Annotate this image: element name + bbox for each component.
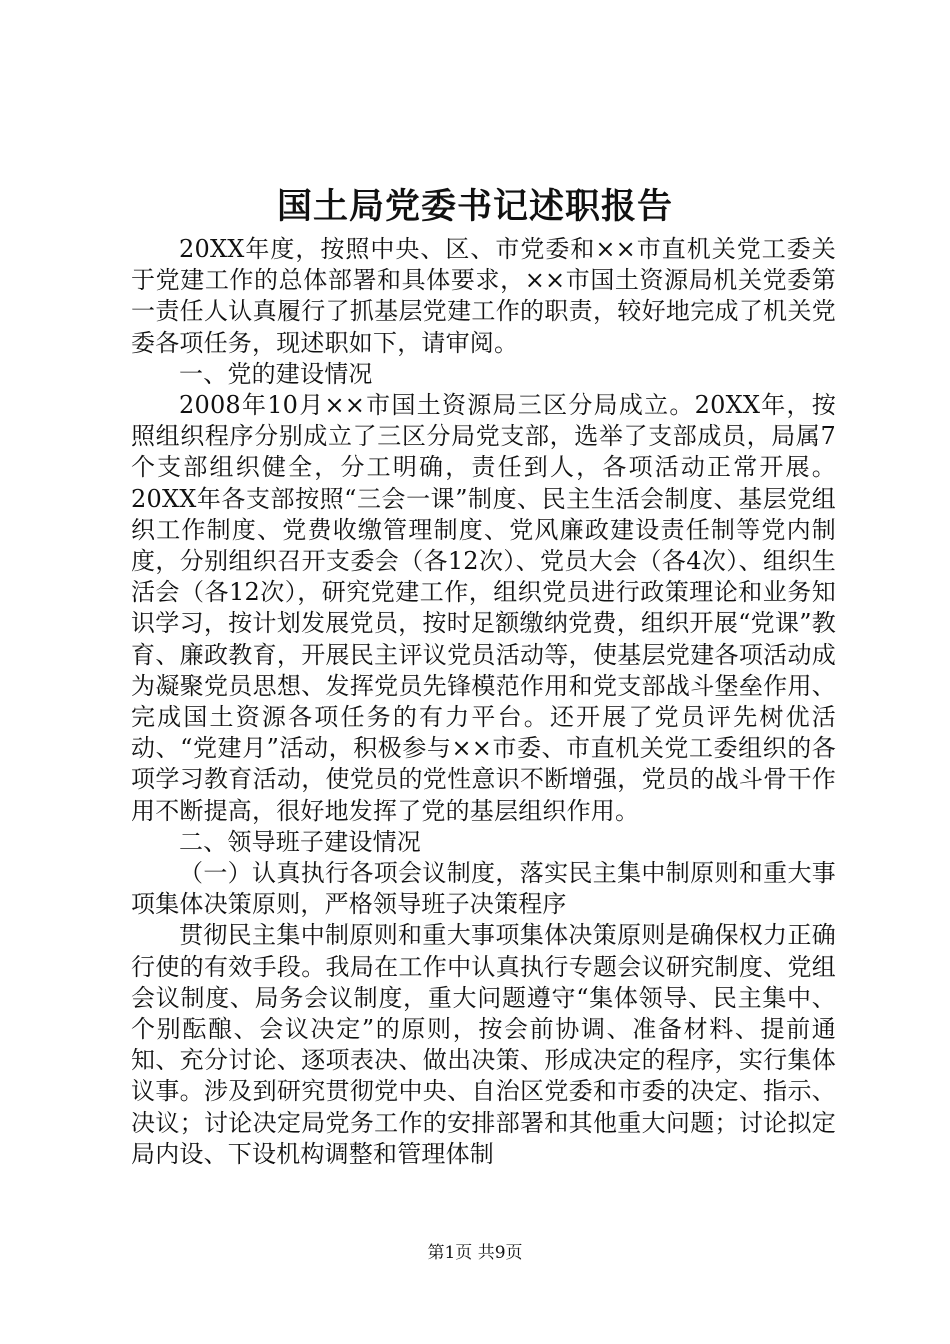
document-title: 国土局党委书记述职报告 [276,186,673,227]
section-heading-party-building: 一、党的建设情况 [179,359,373,388]
party-building-paragraph: 2008年10月××市国土资源局三区分局成立。20XX年，按照组织程序分别成立了三区分局党支部，选举了支部成员，局属7个支部组织健全，分工明确，责任到人，各项活动正常开展。20XX年各支部按照“三会一课”制度、民主生活会制度、基层党组织工作制度、党费收缴管理制度、党风廉政建设责任制等党内制度，分别组织召开支委会（各12次）、党员大会（各4次）、组织生活会（各12次），研究党建工作，组织党员进行政策理论和业务知识学习，按计划发展党员，按时足额缴纳党费，组织开展“党课”教育、廉政教育，开展民主评议党员活动等，使基层党建各项活动成为凝聚党员思想、发挥党员先锋模范作用和党支部战斗堡垒作用、完成国土资源各项任务的有力平台。还开展了党员评先树优活动、“党建月”活动，积极参与××市委、市直机关党工委组织的各项学习教育活动，使党员的党性意识不断增强，党员的战斗骨干作用不断提高，很好地发挥了党的基层组织作用。 [131,391,836,825]
democratic-centralism-paragraph: 贯彻民主集中制原则和重大事项集体决策原则是确保权力正确行使的有效手段。我局在工作中认真执行专题会议研究制度、党组会议制度、局务会议制度，重大问题遵守“集体领导、民主集中、个别酝酿、会议决定”的原则，按会前协调、准备材料、提前通知、充分讨论、逐项表决、做出决策、形成决定的程序，实行集体议事。涉及到研究贯彻党中央、自治区党委和市委的决定、指示、决议；讨论决定局党务工作的安排部署和其他重大问题；讨论拟定局内设、下设机构调整和管理体制 [131,921,836,1168]
page-footer: 第1页 共9页 [427,1243,523,1263]
section-heading-leadership: 二、领导班子建设情况 [179,827,421,856]
subsection-heading-meeting-system: （一）认真执行各项会议制度，落实民主集中制原则和重大事项集体决策原则，严格领导班子决策程序 [131,859,836,919]
intro-paragraph: 20XX年度，按照中央、区、市党委和××市直机关党工委关于党建工作的总体部署和具体要求，××市国土资源局机关党委第一责任人认真履行了抓基层党建工作的职责，较好地完成了机关党委各项任务，现述职如下，请审阅。 [131,235,836,357]
document-body [131,234,836,1170]
